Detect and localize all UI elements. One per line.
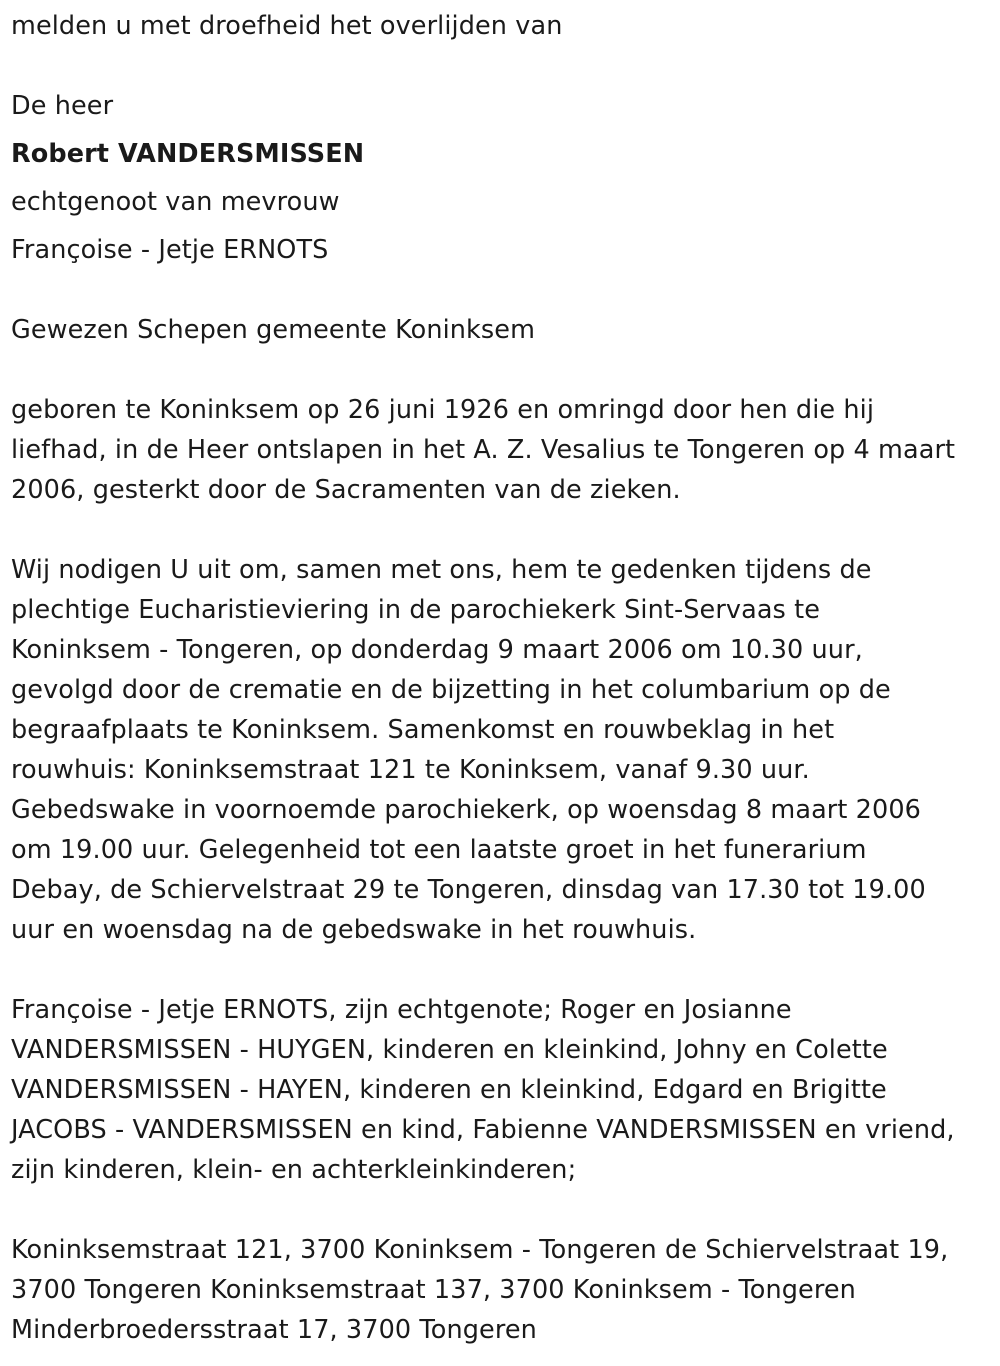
family-paragraph bbox=[11, 990, 996, 1190]
address-line: 3700 Tongeren Koninksemstraat 137, 3700 Koninksem - Tongeren bbox=[11, 1275, 856, 1305]
spouse-name: Françoise - Jetje ERNOTS bbox=[11, 235, 329, 265]
invitation-line: Debay, de Schiervelstraat 29 te Tongeren, dinsdag van 17.30 tot 19.00 bbox=[11, 875, 926, 905]
invitation-line: begraafplaats te Koninksem. Samenkomst en rouwbeklag in het bbox=[11, 715, 835, 745]
invitation-line: rouwhuis: Koninksemstraat 121 te Koninksem, vanaf 9.30 uur. bbox=[11, 755, 810, 785]
invitation-line: plechtige Eucharistieviering in de parochiekerk Sint-Servaas te bbox=[11, 595, 821, 625]
address-line: Minderbroedersstraat 17, 3700 Tongeren bbox=[11, 1315, 537, 1345]
deceased-name: Robert VANDERSMISSEN bbox=[11, 139, 365, 169]
invitation-line: om 19.00 uur. Gelegenheid tot een laatste groet in het funerarium bbox=[11, 835, 867, 865]
spouse-label: echtgenoot van mevrouw bbox=[11, 187, 340, 217]
intro-text: melden u met droefheid het overlijden van bbox=[11, 11, 563, 41]
family-line: VANDERSMISSEN - HAYEN, kinderen en kleinkind, Edgard en Brigitte bbox=[11, 1075, 887, 1105]
family-line: VANDERSMISSEN - HUYGEN, kinderen en kleinkind, Johny en Colette bbox=[11, 1035, 888, 1065]
invitation-line: Gebedswake in voornoemde parochiekerk, op woensdag 8 maart 2006 bbox=[11, 795, 921, 825]
invitation-line: uur en woensdag na de gebedswake in het rouwhuis. bbox=[11, 915, 697, 945]
family-line: Françoise - Jetje ERNOTS, zijn echtgenote; Roger en Josianne bbox=[11, 995, 792, 1025]
family-line: zijn kinderen, klein- en achterkleinkinderen; bbox=[11, 1155, 577, 1185]
family-line: JACOBS - VANDERSMISSEN en kind, Fabienne VANDERSMISSEN en vriend, bbox=[11, 1115, 955, 1145]
salutation: De heer bbox=[11, 91, 114, 121]
birth-paragraph bbox=[11, 390, 996, 510]
birth-line: liefhad, in de Heer ontslapen in het A. Z. Vesalius te Tongeren op 4 maart bbox=[11, 435, 956, 465]
invitation-line: Wij nodigen U uit om, samen met ons, hem te gedenken tijdens de bbox=[11, 555, 872, 585]
birth-line: geboren te Koninksem op 26 juni 1926 en omringd door hen die hij bbox=[11, 395, 875, 425]
address-line: Koninksemstraat 121, 3700 Koninksem - Tongeren de Schiervelstraat 19, bbox=[11, 1235, 949, 1265]
invitation-line: Koninksem - Tongeren, op donderdag 9 maart 2006 om 10.30 uur, bbox=[11, 635, 863, 665]
former-title: Gewezen Schepen gemeente Koninksem bbox=[11, 315, 536, 345]
invitation-line: gevolgd door de crematie en de bijzetting in het columbarium op de bbox=[11, 675, 891, 705]
address-paragraph bbox=[11, 1230, 996, 1350]
birth-line: 2006, gesterkt door de Sacramenten van de zieken. bbox=[11, 475, 681, 505]
invitation-paragraph bbox=[11, 550, 996, 950]
